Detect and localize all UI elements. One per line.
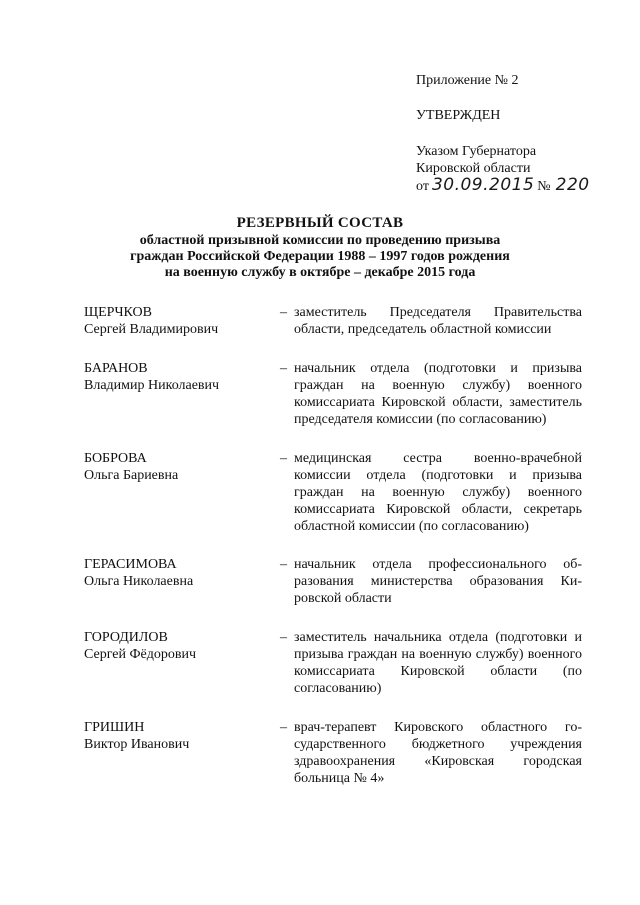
heading-line-1: областной призывной комиссии по проведению призыва: [139, 233, 501, 248]
heading-title: РЕЗЕРВНЫЙ СОСТАВ: [236, 215, 404, 231]
number-sign: №: [537, 179, 551, 194]
member-surname: ГОРОДИЛОВ: [84, 630, 168, 645]
member-given-name: Сергей Владимирович: [84, 322, 219, 337]
member-entry: [84, 450, 584, 535]
member-entry: [84, 556, 584, 607]
member-dash: –: [280, 720, 287, 735]
member-entry: [84, 719, 584, 787]
member-entry: [84, 360, 584, 428]
member-entry: [84, 304, 584, 338]
member-given-name: Виктор Иванович: [84, 737, 190, 752]
approved-label: УТВЕРЖДЕН: [416, 108, 501, 123]
member-dash: –: [280, 451, 287, 466]
member-given-name: Сергей Фёдорович: [84, 647, 197, 662]
member-surname: БОБРОВА: [84, 451, 147, 466]
heading-line-3: на военную службу в октябре – декабре 2015 года: [164, 265, 476, 280]
member-surname: БАРАНОВ: [84, 361, 148, 376]
document-heading: [60, 215, 580, 281]
decree-line-2: Кировской области: [416, 161, 531, 176]
member-dash: –: [280, 305, 287, 320]
member-surname: ЩЕРЧКОВ: [84, 305, 152, 320]
member-role: заместитель начальника отдела (подготовки и призыва граждан на военную службу) военного комиссариата Кировской области (по согласованию): [294, 630, 582, 696]
member-role: медицинская сестра военно-врачебной комиссии отдела (подготовки и призыва граждан на военную службу) военного комиссариата Кировской области, секретарь областной комиссии (по согласованию): [294, 451, 582, 534]
member-surname: ГРИШИН: [84, 720, 145, 735]
members-list: [84, 304, 584, 787]
date-prefix: от: [416, 179, 429, 194]
member-dash: –: [280, 557, 287, 572]
member-entry: [84, 629, 584, 697]
member-person: [84, 629, 280, 697]
member-person: [84, 360, 280, 428]
member-surname: ГЕРАСИМОВА: [84, 557, 177, 572]
member-role: заместитель Председателя Правительства области, председатель областной комиссии: [294, 305, 582, 337]
handwritten-number: 220: [555, 175, 590, 195]
member-person: [84, 556, 280, 607]
member-given-name: Ольга Николаевна: [84, 574, 194, 589]
member-role: начальник отдела (подготовки и призыва граждан на военную службу) военного комиссариата Кировской области, заместитель председателя комиссии (по согласованию): [294, 361, 582, 427]
approval-block: [416, 72, 616, 195]
member-dash: –: [280, 630, 287, 645]
member-given-name: Ольга Бариевна: [84, 468, 179, 483]
member-person: [84, 719, 280, 787]
appendix-label: Приложение № 2: [416, 73, 519, 88]
member-role: врач-терапевт Кировского областного государственного бюджетного учреждения здравоохранения «Кировская городская больница № 4»: [294, 720, 582, 786]
member-person: [84, 450, 280, 535]
heading-line-2: граждан Российской Федерации 1988 – 1997 годов рождения: [130, 249, 510, 264]
decree-line-1: Указом Губернатора: [416, 144, 537, 159]
member-dash: –: [280, 361, 287, 376]
member-given-name: Владимир Николаевич: [84, 378, 220, 393]
member-person: [84, 304, 280, 338]
member-role: начальник отдела профессионального образования министерства образования Кировской области: [294, 557, 582, 606]
handwritten-date: 30.09.2015: [431, 175, 535, 195]
decree-date-line: [416, 177, 616, 195]
